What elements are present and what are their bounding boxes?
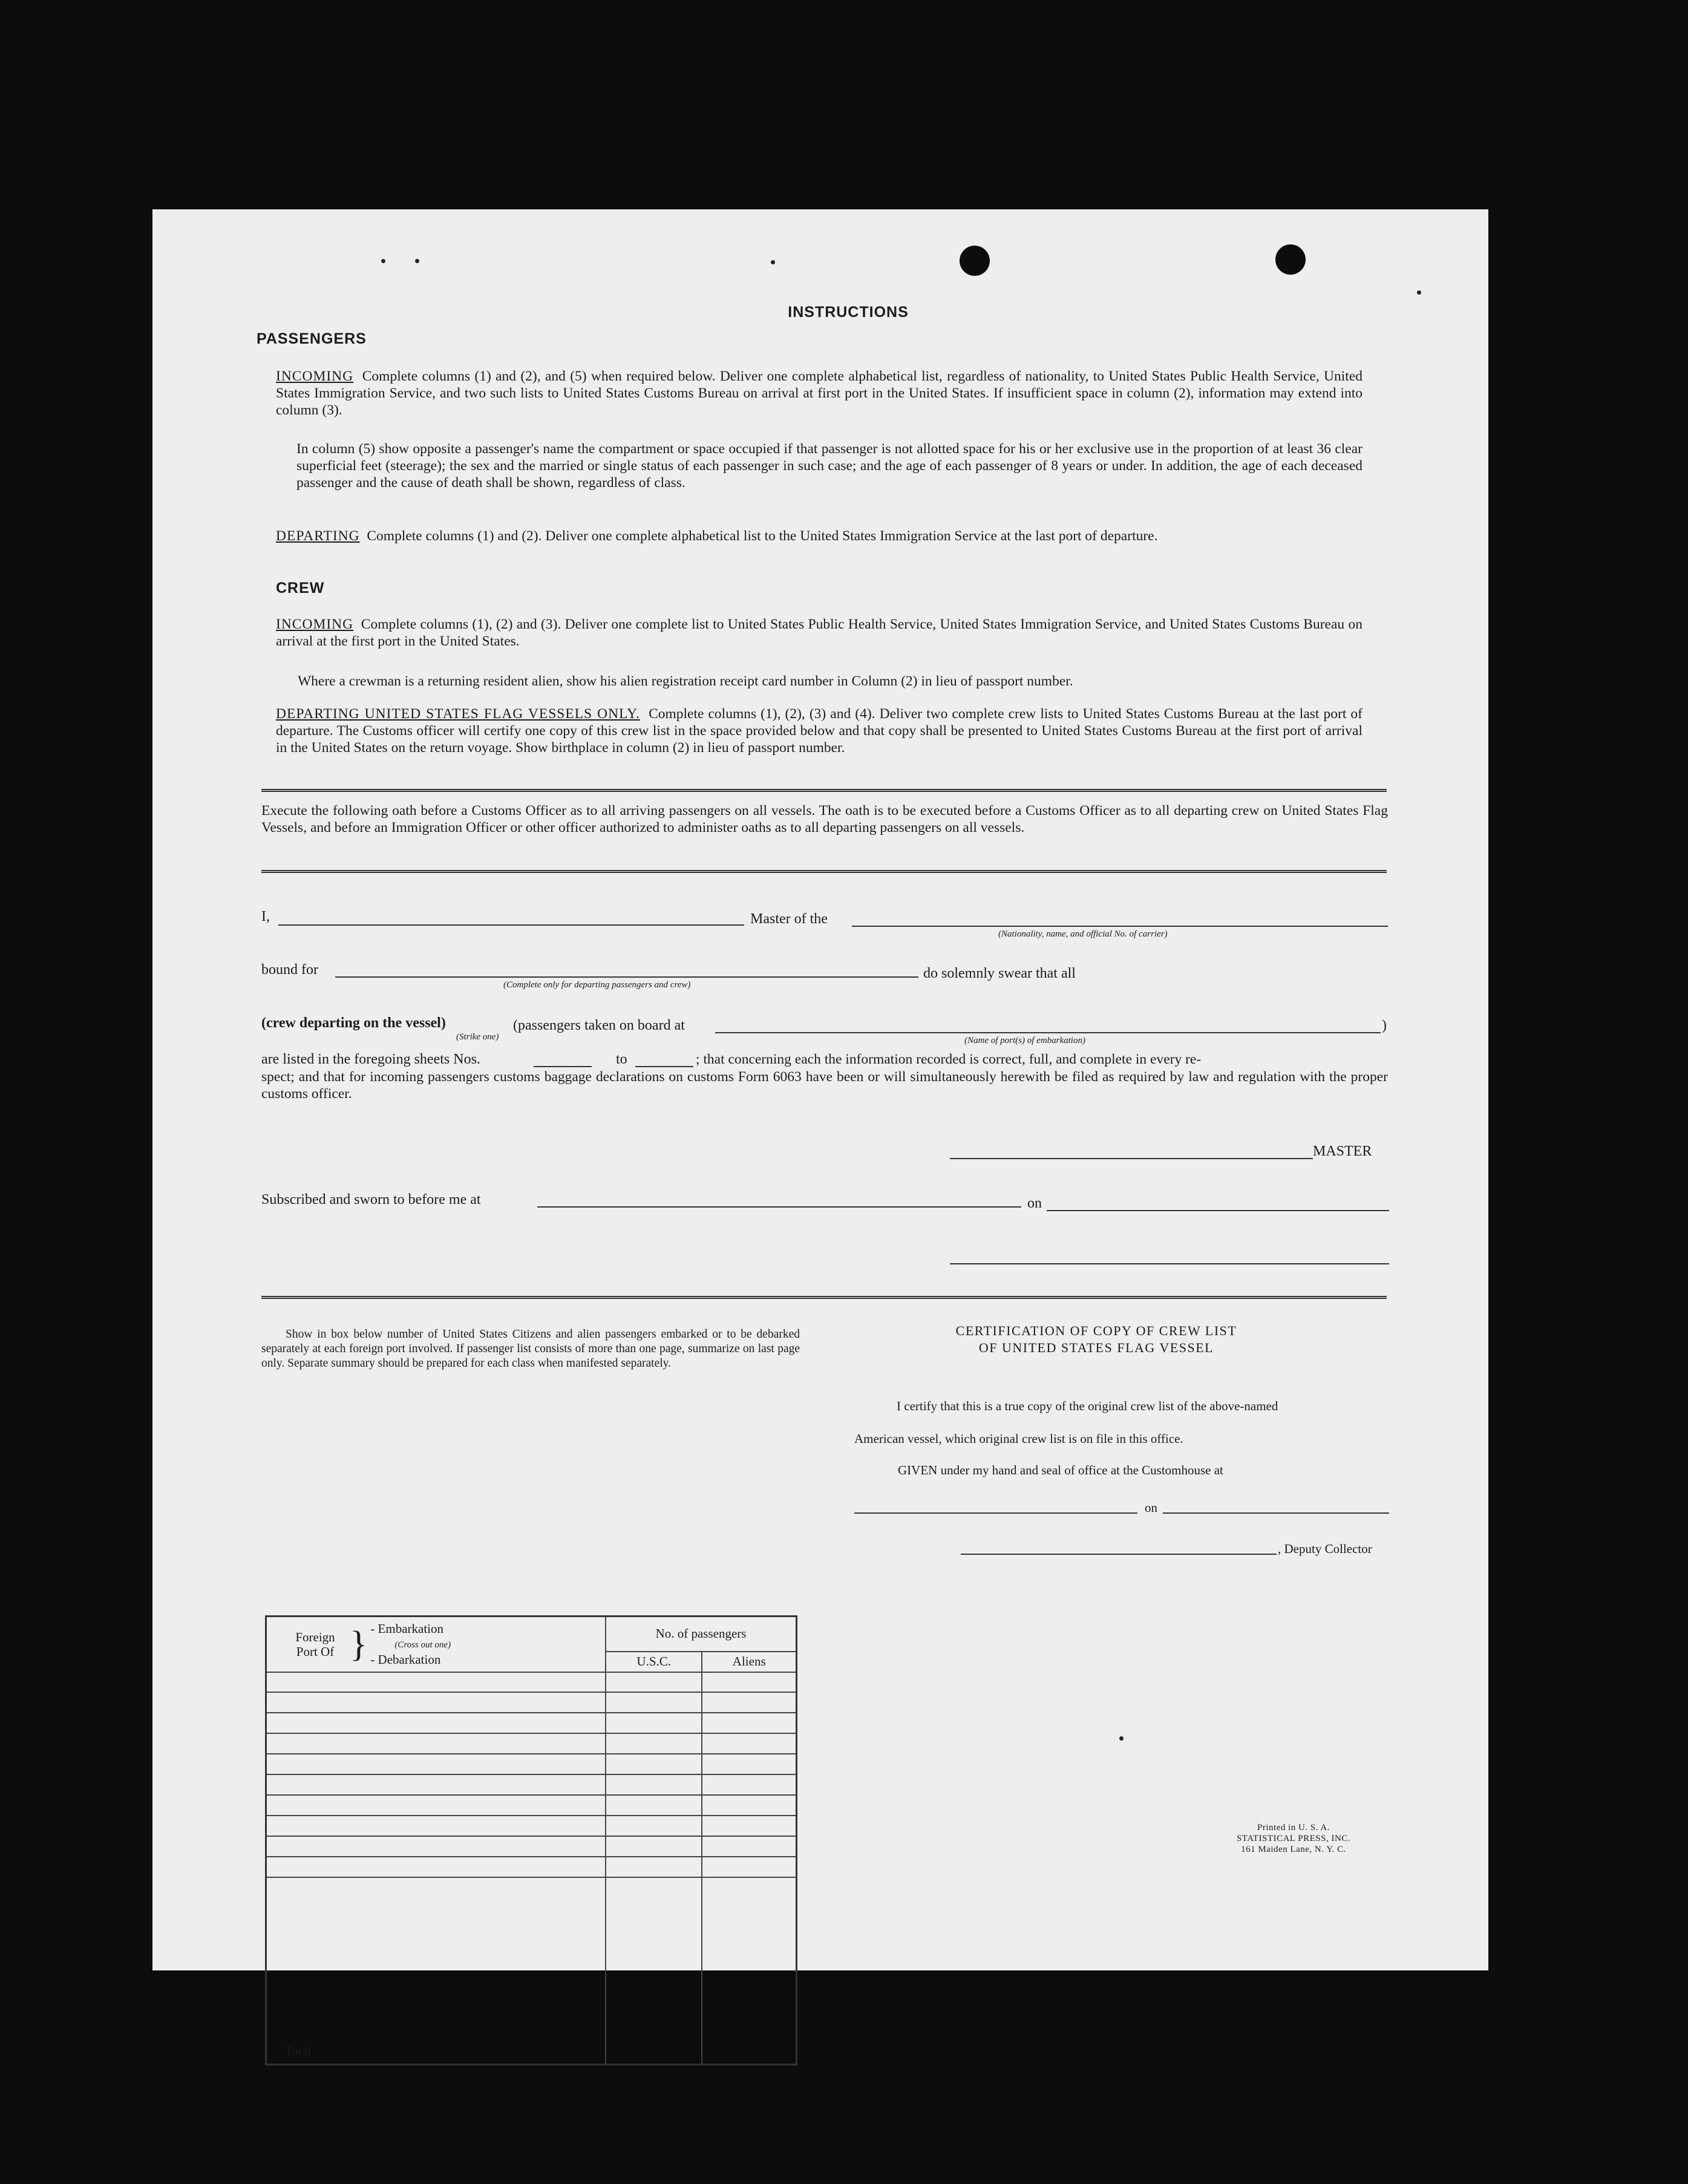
master-name-field[interactable] [278,924,744,926]
usc-cell[interactable] [606,1857,702,1877]
debarkation-option[interactable]: - Debarkation [370,1652,441,1667]
total-aliens-cell[interactable] [702,1877,796,2065]
certification-title-line-1: CERTIFICATION OF COPY OF CREW LIST [955,1323,1237,1338]
embarkation-option[interactable]: - Embarkation [370,1621,444,1636]
nationality-note: (Nationality, name, and official No. of carrier) [998,929,1168,939]
printer-imprint [1203,1822,1384,1855]
port-header [266,1617,606,1672]
certify-date-field[interactable] [1163,1512,1389,1514]
usc-cell[interactable] [606,1795,702,1816]
passengers-taken-option: (passengers taken on board at [513,1018,685,1033]
bound-for-field[interactable] [335,976,918,978]
swear-text: do solemnly swear that all [923,966,1076,981]
usc-cell[interactable] [606,1836,702,1857]
crew-departing-paragraph [276,705,1363,756]
no-of-passengers-header: No. of passengers [606,1617,797,1652]
table-row [266,1857,797,1877]
certification-title-line-2: OF UNITED STATES FLAG VESSEL [978,1340,1214,1355]
oath-intro: Execute the following oath before a Customs Officer as to all arriving passengers on all vessels. The oath is to be executed before a Customs Officer as to all departing crew on United States Flag Vessels, and before an Immigration Officer or other officer authorized to administer oaths as to all departing passengers on all vessels. [261,803,1388,835]
sworn-place-field[interactable] [537,1206,1021,1208]
port-cell[interactable] [266,1733,606,1754]
aliens-cell[interactable] [702,1816,796,1836]
port-cell[interactable] [266,1713,606,1733]
port-cell[interactable] [266,1754,606,1774]
sheet-to-field[interactable] [635,1066,693,1067]
crew-incoming-label: INCOMING [276,616,354,632]
passengers-heading: PASSENGERS [257,330,367,347]
strike-one-note: (Strike one) [456,1032,499,1042]
port-cell[interactable] [266,1692,606,1713]
crew-heading: CREW [276,580,325,597]
table-row [266,1733,797,1754]
total-row [266,1877,797,2065]
oath-i-label: I, [261,909,270,924]
table-row [266,1713,797,1733]
crew-departing-label: DEPARTING UNITED STATES FLAG VESSELS ONLY. [276,706,640,722]
aliens-cell[interactable] [702,1713,796,1733]
usc-header: U.S.C. [606,1652,702,1672]
to-label: to [616,1051,627,1067]
sheets-label: are listed in the foregoing sheets Nos. [261,1051,480,1067]
master-signature-field[interactable] [950,1158,1313,1159]
punch-hole-right [1275,244,1306,275]
embark-debark-options [370,1621,451,1667]
port-cell[interactable] [266,1816,606,1836]
cross-out-note: (Cross out one) [394,1640,451,1650]
port-cell[interactable] [266,1836,606,1857]
close-paren: ) [1382,1018,1387,1033]
punch-hole-left [960,246,990,276]
passengers-incoming-text: Complete columns (1) and (2), and (5) when required below. Deliver one complete alphabetical list, regardless of nationality, to United States Public Health Service, United States Immigration Service, and two such lists to United States Customs Bureau on arrival at first port in the United States. If insufficient space in column (2), information may extend into column (3). [276,368,1363,418]
aliens-cell[interactable] [702,1836,796,1857]
usc-cell[interactable] [606,1692,702,1713]
aliens-cell[interactable] [702,1857,796,1877]
table-row [266,1816,797,1836]
table-row [266,1754,797,1774]
usc-cell[interactable] [606,1774,702,1795]
certification-title [915,1322,1278,1356]
column5-paragraph: In column (5) show opposite a passenger's name the compartment or space occupied if that passenger is not allotted space for his or her exclusive use in the proportion of at least 36 clear superficial feet (steerage); the sex and the married or single status of each passenger in such case; and the age of each passenger of 8 years or under. In addition, the age of each deceased passenger and the cause of death shall be shown, regardless of class. [296,441,1363,491]
ports-note: (Name of port(s) of embarkation) [964,1036,1085,1045]
listed-text-2: ; that concerning each the information recorded is correct, full, and complete in every re- [696,1051,1202,1067]
passengers-incoming-paragraph [276,368,1363,419]
passenger-summary-table [265,1615,797,2065]
speck [1119,1736,1124,1741]
crew-departing-text: Complete columns (1), (2), (3) and (4). Deliver two complete crew lists to United States Customs Bureau at the last port of departure. The Customs officer will certify one copy of this crew list in the space provided below and that copy shall be presented to United States Customs Bureau at the first port of arrival in the United States on the return voyage. Show birthplace in column (2) in lieu of passport number. [276,706,1363,756]
passengers-departing-text: Complete columns (1) and (2). Deliver one complete alphabetical list to the United States Immigration Service at the last port of departure. [367,528,1158,544]
usc-cell[interactable] [606,1713,702,1733]
master-of-the-label: Master of the [750,911,828,927]
aliens-header: Aliens [702,1652,796,1672]
summary-instruction: Show in box below number of United States Citizens and alien passengers embarked or to be debarked separately at each foreign port involved. If passenger list consists of more than one page, summarize on last page only. Separate summary should be prepared for each class when manifested separately. [261,1328,800,1370]
aliens-cell[interactable] [702,1795,796,1816]
port-cell[interactable] [266,1774,606,1795]
subscribed-label: Subscribed and sworn to before me at [261,1192,481,1208]
table-row [266,1836,797,1857]
speck [381,259,385,263]
divider [261,789,1387,792]
port-cell[interactable] [266,1857,606,1877]
usc-cell[interactable] [606,1816,702,1836]
printer-line-3: 161 Maiden Lane, N. Y. C. [1241,1845,1346,1854]
deputy-collector-label: , Deputy Collector [1278,1542,1372,1556]
aliens-cell[interactable] [702,1774,796,1795]
table-row [266,1795,797,1816]
officer-signature-field[interactable] [950,1263,1389,1264]
bound-for-label: bound for [261,962,318,978]
table-row [266,1692,797,1713]
table-row [266,1672,797,1693]
aliens-cell[interactable] [702,1672,796,1693]
passengers-incoming-label: INCOMING [276,368,354,384]
deputy-collector-signature[interactable] [961,1554,1277,1555]
aliens-cell[interactable] [702,1733,796,1754]
crew-incoming-paragraph [276,616,1363,650]
port-cell[interactable] [266,1795,606,1816]
speck [771,260,775,264]
aliens-cell[interactable] [702,1754,796,1774]
table-row [266,1774,797,1795]
speck [1417,290,1421,295]
listed-text-3: spect; and that for incoming passengers customs baggage declarations on customs Form 6063 have been or will simultaneously herewith be filed as required by law and regulation with the proper customs officer. [261,1069,1388,1102]
instructions-title: INSTRUCTIONS [788,304,909,321]
sworn-on-label: on [1027,1195,1042,1211]
certify-text-2: American vessel, which original crew list is on file in this office. [854,1431,1183,1446]
master-label: MASTER [1313,1143,1372,1159]
divider [261,870,1387,873]
aliens-cell[interactable] [702,1692,796,1713]
passengers-departing-paragraph [276,528,1363,544]
certify-text-1: I certify that this is a true copy of the original crew list of the above-named [897,1399,1278,1413]
crew-resident-paragraph: Where a crewman is a returning resident alien, show his alien registration receipt card number in Column (2) in lieu of passport number. [298,673,1073,689]
sworn-date-field[interactable] [1047,1210,1389,1211]
crew-departing-option: (crew departing on the vessel) [261,1015,446,1031]
certify-text-3: GIVEN under my hand and seal of office at the Customhouse at [898,1463,1223,1477]
embarkation-ports-field[interactable] [715,1032,1381,1033]
carrier-field[interactable] [852,926,1388,927]
usc-cell[interactable] [606,1672,702,1693]
total-usc-cell[interactable] [606,1877,702,2065]
printer-line-1: Printed in U. S. A. [1257,1823,1330,1833]
usc-cell[interactable] [606,1754,702,1774]
certify-on-label: on [1145,1500,1157,1515]
form-sheet [152,209,1488,2058]
crew-incoming-text: Complete columns (1), (2) and (3). Deliver one complete list to United States Public Health Service, United States Immigration Service, and United States Customs Bureau on arrival at the first port in the United States. [276,616,1363,649]
printer-line-2: STATISTICAL PRESS, INC. [1236,1834,1351,1843]
total-label: Total [266,1877,606,2065]
speck [415,259,419,263]
port-cell[interactable] [266,1672,606,1693]
sheet-from-field[interactable] [534,1066,592,1067]
divider [261,1296,1387,1299]
passengers-departing-label: DEPARTING [276,528,360,544]
foreign-port-of: Foreign Port Of [295,1629,335,1659]
customhouse-field[interactable] [854,1512,1137,1514]
usc-cell[interactable] [606,1733,702,1754]
complete-only-note: (Complete only for departing passengers and crew) [503,980,691,990]
brace: } [350,1624,368,1664]
